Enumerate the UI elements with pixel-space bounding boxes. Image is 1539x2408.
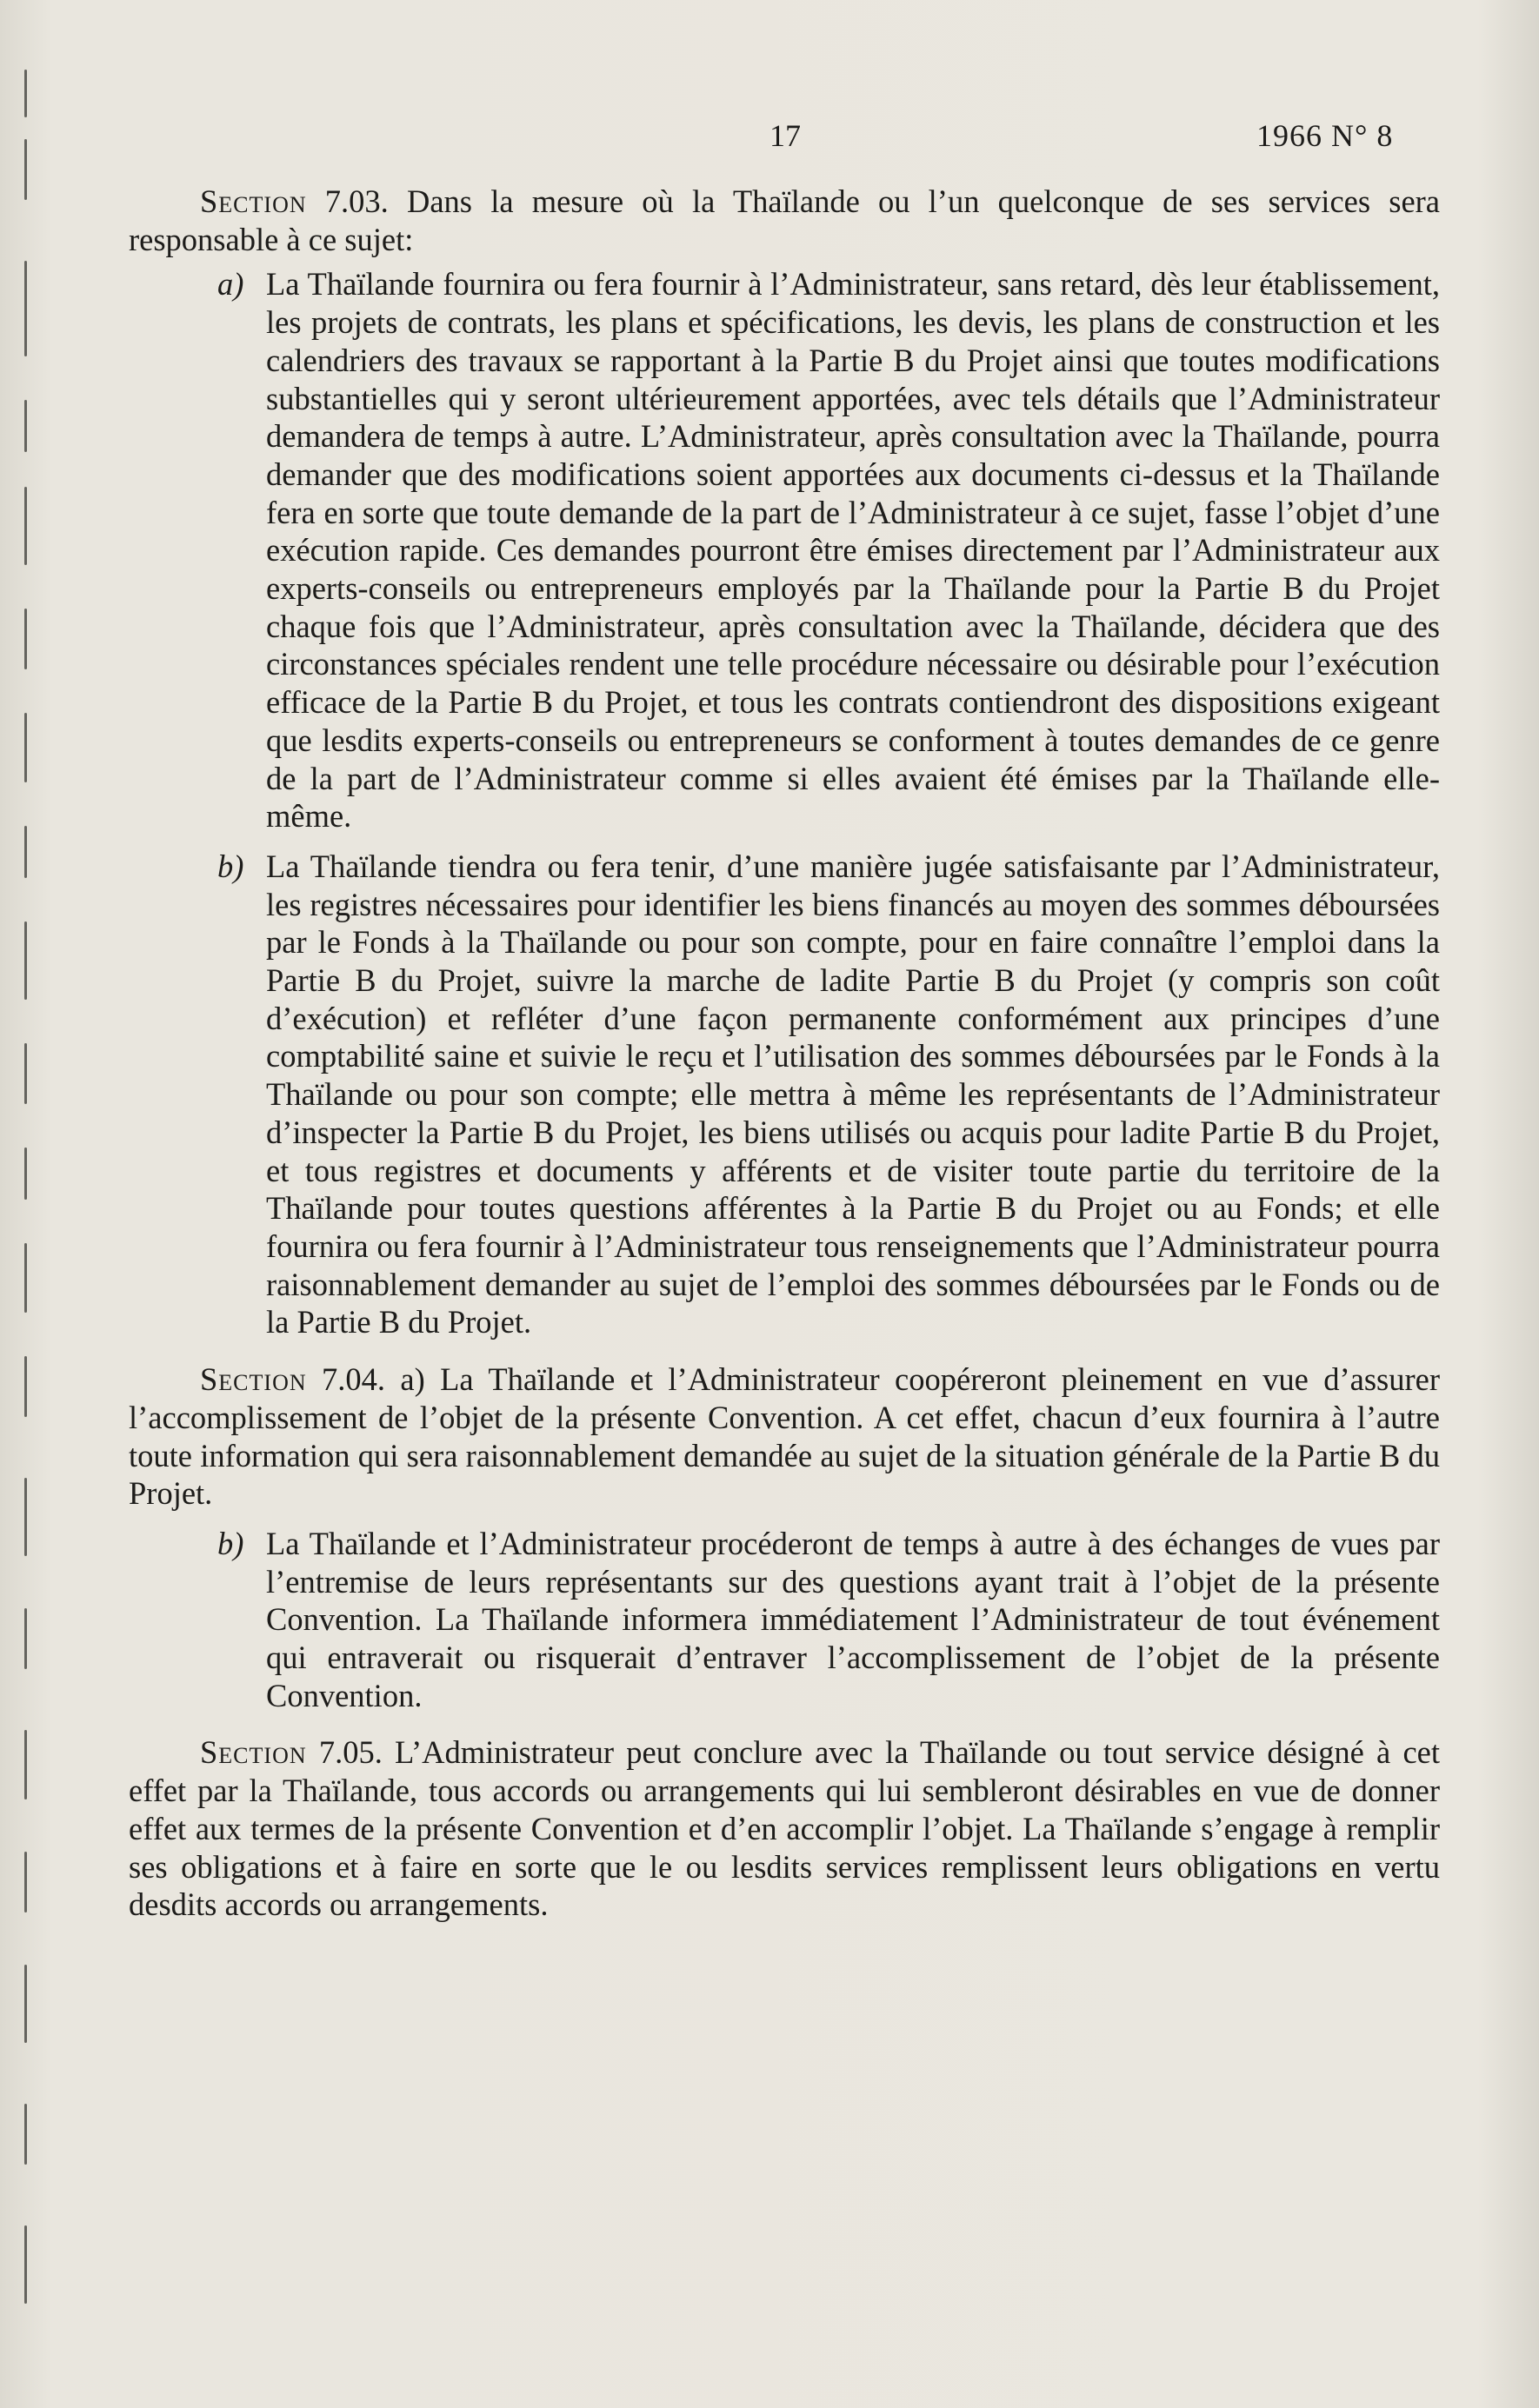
item-text: La Thaïlande fournira ou fera fournir à l’Administrateur, sans retard, dès leur établissement, les projets de contrats, les plans et spécifications, les devis, les plans de construction et les calendriers des travaux se rapportant à la Partie B du Projet ainsi que toutes modifications substantielles qui y seront ultérieurement apportées, avec tels détails que l’Administrateur demandera de temps à autre. L’Administrateur, après consultation avec la Thaïlande, pourra demander que des modifications soient apportées aux documents ci-dessus et la Thaïlande fera en sorte que toute demande de la part de l’Administrateur à ce sujet, fasse l’objet d’une exécution rapide. Ces demandes pourront être émises directement par l’Administrateur aux experts-conseils ou entrepreneurs employés par la Thaïlande pour la Partie B du Projet chaque fois que l’Administrateur, après consultation avec la Thaïlande, décidera que des circonstances spéciales rendent une telle procédure nécessaire ou désirable pour l’exécution efficace de la Partie B du Projet, et tous les contrats contiendront des dispositions exigeant que lesdits experts-conseils ou entrepreneurs se conforment à toutes demandes de ce genre de la part de l’Administrateur comme si elles avaient été émises par la Thaïlande elle-même. <box>266 266 1440 835</box>
page-number: 17 <box>770 118 801 153</box>
document-reference: 1966 N° 8 <box>1256 118 1394 153</box>
page-header <box>0 117 1539 170</box>
section-heading: Section <box>200 1361 307 1398</box>
section-7-04 <box>129 1360 1440 1513</box>
item-text: La Thaïlande tiendra ou fera tenir, d’une manière jugée satisfaisante par l’Administrateur, les registres nécessaires pour identifier les biens financés au moyen des sommes déboursées par le Fonds à la Thaïlande ou pour son compte, pour en faire connaître l’emploi dans la Partie B du Projet, suivre la marche de ladite Partie B du Projet (y compris son coût d’exécution) et refléter d’une façon permanente conformément aux principes d’une comptabilité saine et suivie le reçu et l’utilisation des sommes déboursées par le Fonds à la Thaïlande ou pour son compte; elle mettra à même les représentants de l’Administrateur d’inspecter la Partie B du Projet, les biens utilisés ou acquis pour ladite Partie B du Projet, et tous registres et documents y afférents et de visiter toute partie du territoire de la Thaïlande pour toutes questions afférentes à la Partie B du Projet ou au Fonds; et elle fournira ou fera fournir à l’Administrateur tous renseignements que l’Administrateur pourra raisonnablement demander au sujet de l’emploi des sommes déboursées par le Fonds ou de la Partie B du Projet. <box>266 848 1440 1340</box>
section-7-05 <box>129 1733 1440 1924</box>
section-7-03 <box>129 183 1440 258</box>
item-label: b) <box>217 1525 244 1561</box>
body-text <box>129 183 1440 1924</box>
section-7-04-item-b <box>129 1525 1440 1715</box>
binding-margin <box>21 0 33 2408</box>
section-heading: Section <box>200 183 307 219</box>
section-text: 7.05. L’Administrateur peut conclure avec la Thaïlande ou tout service désigné à cet effet par la Thaïlande, tous accords ou arrangements qui lui sembleront désirables en vue de donner effet aux termes de la présente Convention et d’en accomplir l’objet. La Thaïlande s’engage à remplir ses obligations et à faire en sorte que le ou lesdits services remplissent leurs obligations en vertu desdits accords ou arrangements. <box>129 1734 1440 1923</box>
item-text: La Thaïlande et l’Administrateur procéderont de temps à autre à des échanges de vues par l’entremise de leurs représentants sur des questions ayant trait à l’objet de la présente Convention. La Thaïlande informera immédiatement l’Administrateur de tout événement qui entraverait ou risquerait d’entraver l’accomplissement de l’objet de la présente Convention. <box>266 1525 1440 1713</box>
section-heading: Section <box>200 1734 307 1771</box>
section-text: 7.04. a) La Thaïlande et l’Administrateur coopéreront pleinement en vue d’assurer l’accomplissement de l’objet de la présente Convention. A cet effet, chacun d’eux fournira à l’autre toute information qui sera raisonnablement demandée au sujet de la situation générale de la Partie B du Projet. <box>129 1361 1440 1512</box>
item-label: a) <box>217 266 244 303</box>
section-7-03-item-b <box>129 848 1440 1341</box>
section-text: 7.03. Dans la mesure où la Thaïlande ou l’un quelconque de ses services sera responsable à ce sujet: <box>129 183 1440 257</box>
section-7-03-item-a <box>129 265 1440 835</box>
item-label: b) <box>217 848 244 884</box>
